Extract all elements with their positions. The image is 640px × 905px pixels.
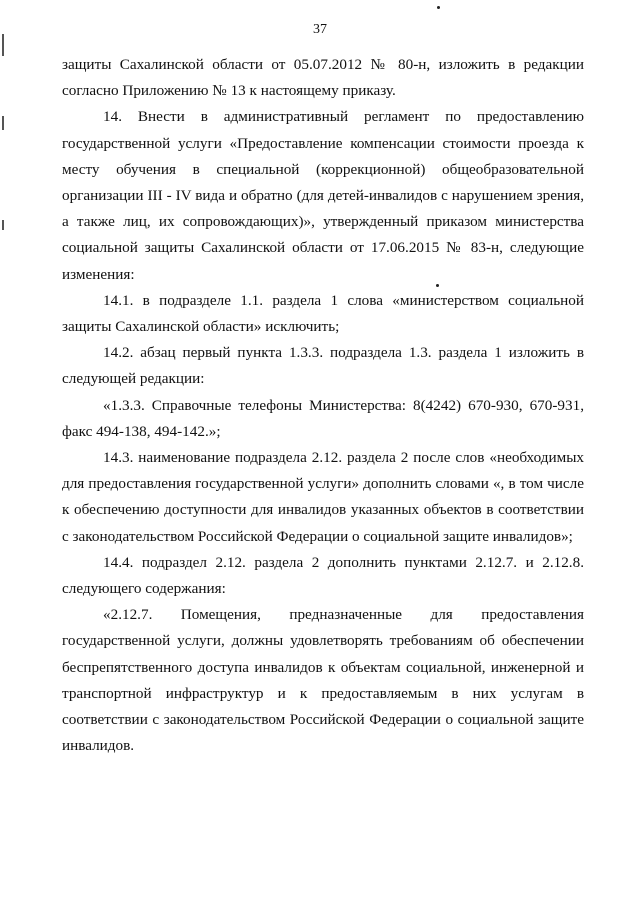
- document-body: [62, 52, 584, 759]
- scan-edge-mark: [2, 220, 4, 230]
- scan-speck: [436, 284, 439, 287]
- paragraph-continuation: защиты Сахалинской области от 05.07.2012 № 80-н, изложить в редакции согласно Приложению № 13 к настоящему приказу.: [62, 56, 584, 100]
- paragraph-item-14-1: 14.1. в подразделе 1.1. раздела 1 слова «министерством социальной защиты Сахалинской области» исключить;: [62, 291, 584, 336]
- paragraph-quote-2-12-7: «2.12.7. Помещения, предназначенные для предоставления государственной услуги, должны удовлетворять требованиям об обеспечении беспрепятственного доступа инвалидов к объектам социальной, инженерной и транспортной инфраструктур и к предоставляемым в них услугам в соответствии с законодательством Российской Федерации о социальной защите инвалидов.: [62, 606, 584, 755]
- page-number: 37: [313, 22, 327, 37]
- scan-edge-mark: [2, 116, 4, 130]
- paragraph-item-14-3: 14.3. наименование подраздела 2.12. раздела 2 после слов «необходимых для предоставления государственной услуги» дополнить словами «, в том числе к обеспечению доступности для инвалидов указанных объектов в соответствии с законодательством Российской Федерации о социальной защите инвалидов»;: [62, 449, 584, 545]
- paragraph-item-14-4: 14.4. подраздел 2.12. раздела 2 дополнить пунктами 2.12.7. и 2.12.8. следующего содержания:: [62, 553, 584, 598]
- scan-speck: [437, 6, 440, 9]
- scan-edge-mark: [2, 34, 4, 56]
- paragraph-item-14: 14. Внести в административный регламент по предоставлению государственной услуги «Предоставление компенсации стоимости проезда к месту обучения в специальной (коррекционной) общеобразовательной организации III - IV вида и обратно (для детей-инвалидов с нарушением зрения, а также лиц, их сопровождающих)», утвержденный приказом министерства социальной защиты Сахалинской области от 17.06.2015 № 83-н, следующие изменения:: [62, 108, 584, 283]
- paragraph-item-14-2: 14.2. абзац первый пункта 1.3.3. подраздела 1.3. раздела 1 изложить в следующей редакции:: [62, 344, 584, 388]
- paragraph-quote-1-3-3: «1.3.3. Справочные телефоны Министерства: 8(4242) 670-930, 670-931, факс 494-138, 494-142.»;: [62, 396, 584, 440]
